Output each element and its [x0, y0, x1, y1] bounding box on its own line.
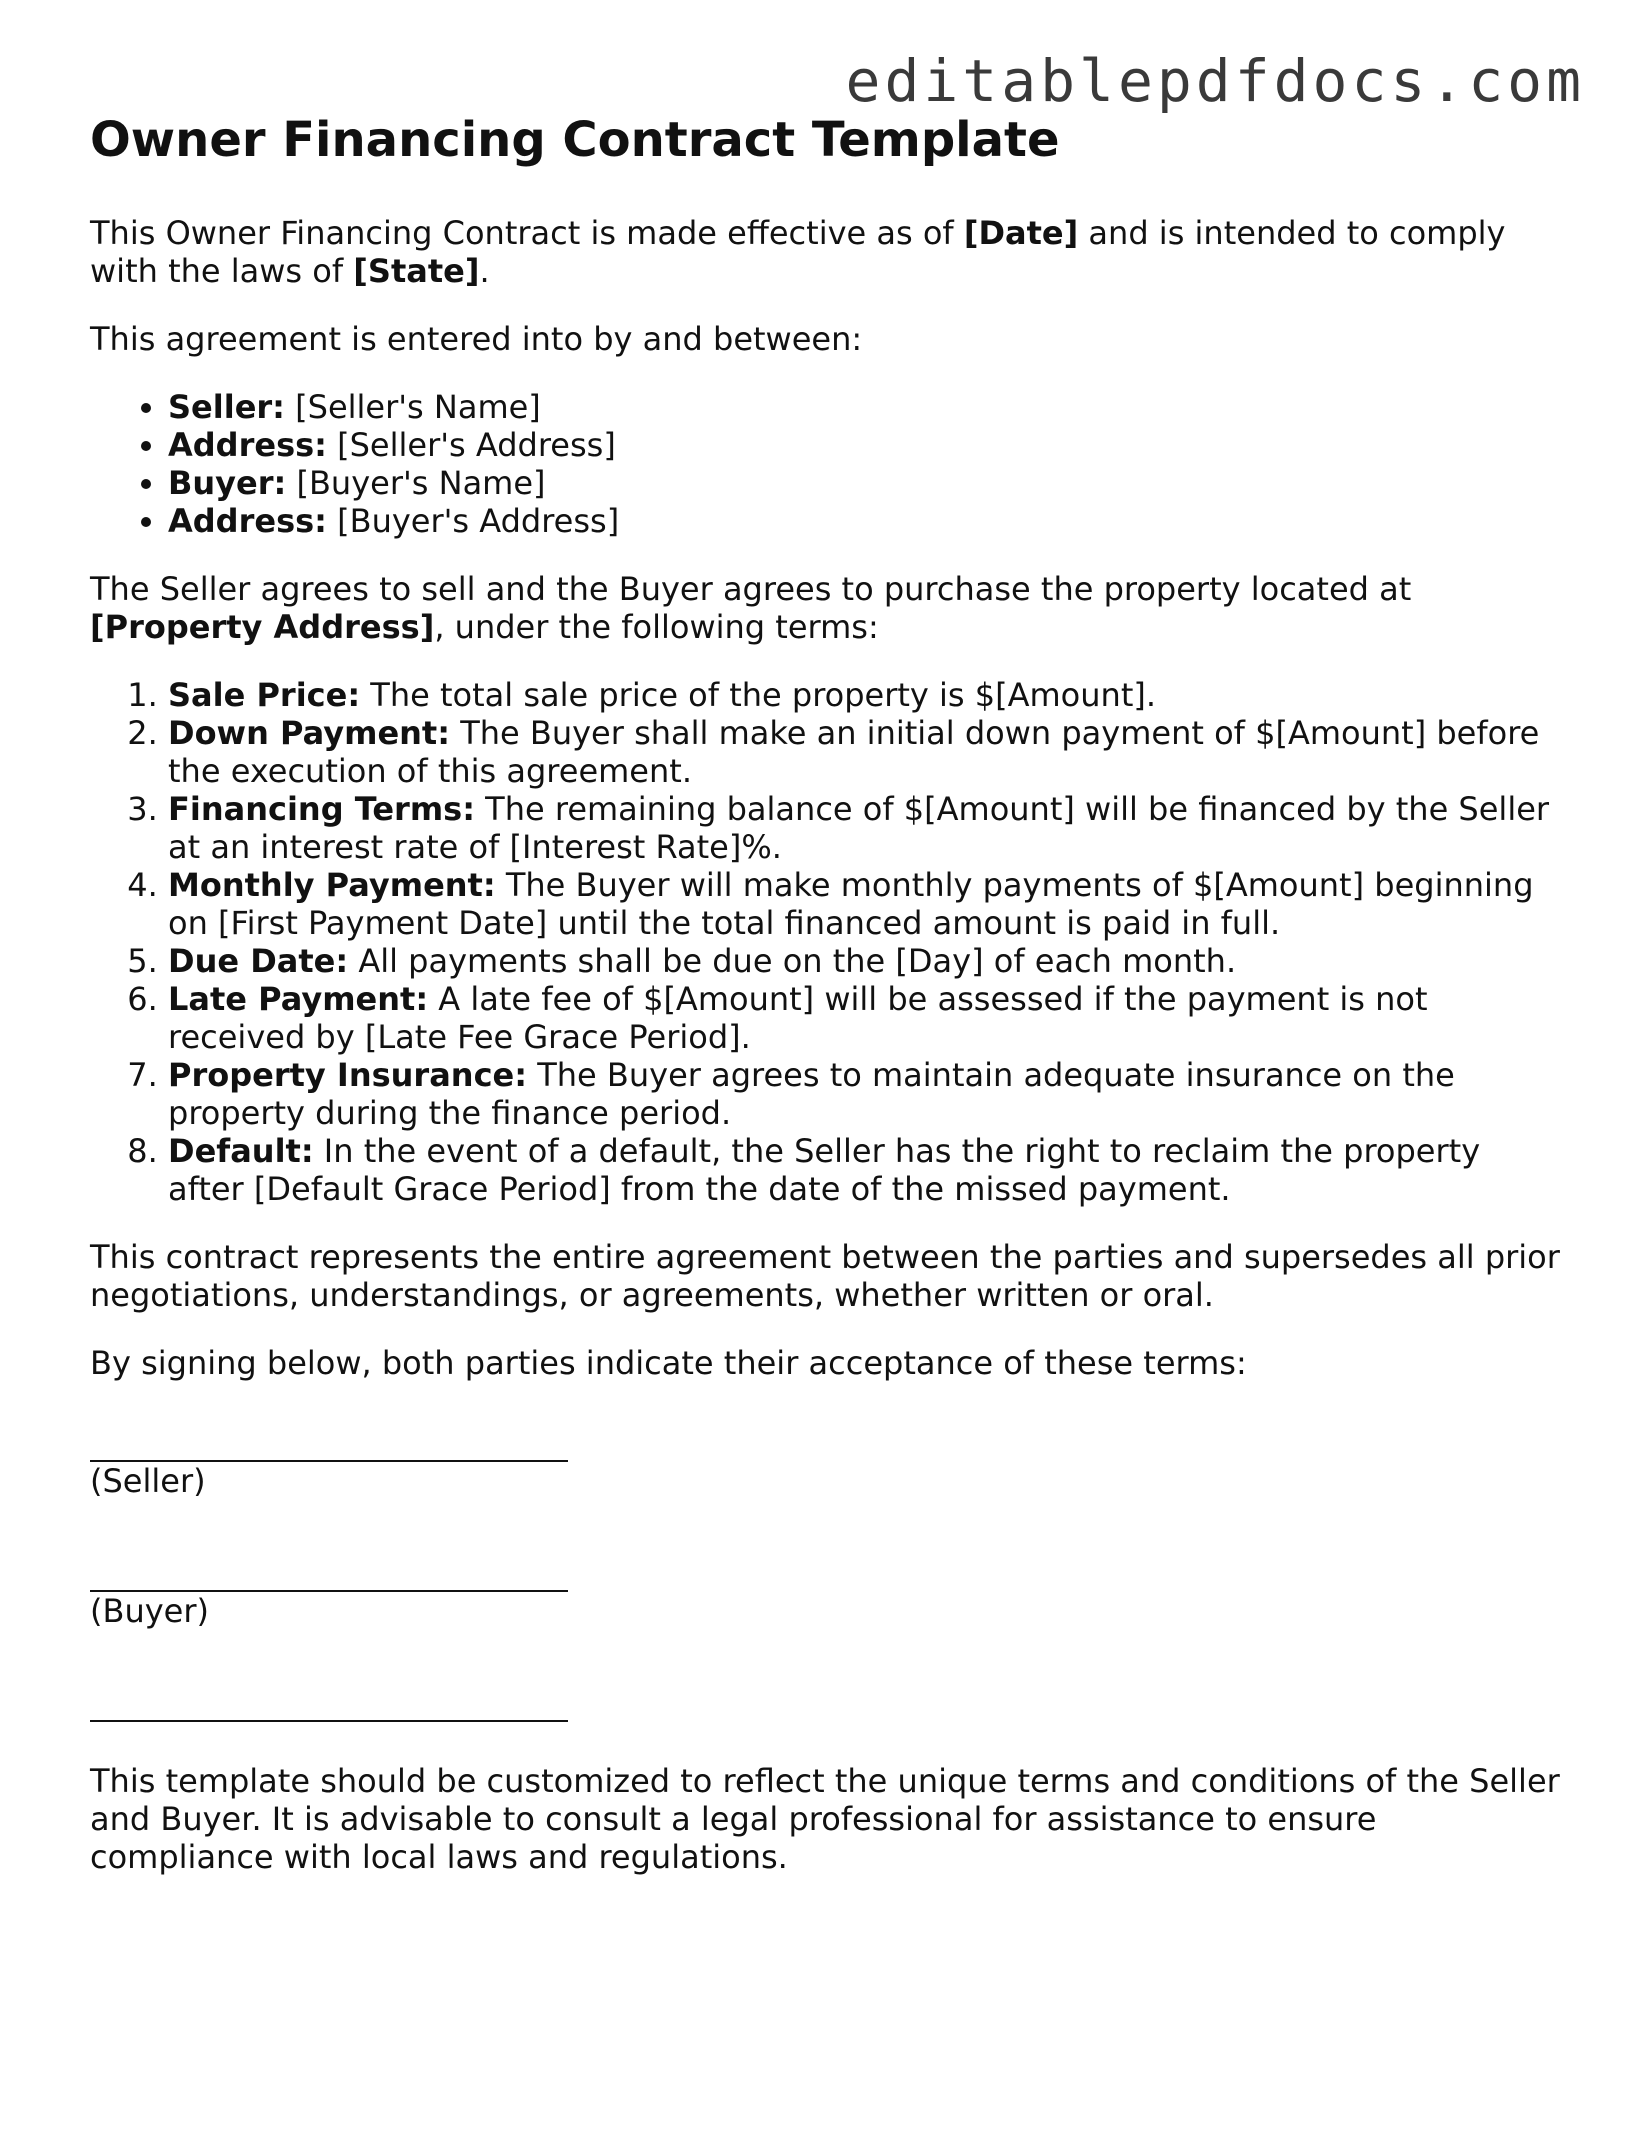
intro-text-3: . — [479, 252, 490, 290]
term-text: The Buyer will make monthly payments of $[Amount] beginning on [First Payment Date] until the total financed amount is paid in full. — [168, 866, 1534, 942]
seller-signature-line[interactable] — [90, 1422, 568, 1462]
intro-text-1: This Owner Financing Contract is made effective as of — [90, 214, 964, 252]
party-value: [Seller's Address] — [326, 426, 616, 464]
party-label: Buyer: — [168, 464, 287, 502]
party-item-buyer — [168, 464, 1560, 502]
term-label: Financing Terms: — [168, 790, 475, 828]
intro-paragraph — [90, 214, 1560, 290]
party-item-seller-address — [168, 426, 1560, 464]
property-text-1: The Seller agrees to sell and the Buyer agrees to purchase the property located at — [90, 570, 1412, 608]
signing-intro: By signing below, both parties indicate their acceptance of these terms: — [90, 1344, 1247, 1382]
term-item — [168, 866, 1560, 942]
term-text: A late fee of $[Amount] will be assessed if the payment is not received by [Late Fee Grace Period]. — [168, 980, 1428, 1056]
property-address-placeholder: [Property Address] — [90, 608, 435, 646]
date-placeholder: [Date] — [963, 214, 1079, 252]
term-item — [168, 714, 1560, 790]
term-item — [168, 1056, 1560, 1132]
term-item — [168, 1132, 1560, 1208]
term-label: Late Payment: — [168, 980, 429, 1018]
term-label: Property Insurance: — [168, 1056, 528, 1094]
party-item-seller — [168, 388, 1560, 426]
party-label: Address: — [168, 502, 327, 540]
document-title: Owner Financing Contract Template — [90, 112, 1060, 168]
property-paragraph — [90, 570, 1560, 646]
intro-text-2: and is intended to comply with the laws of — [90, 214, 1506, 290]
party-value: [Seller's Name] — [284, 388, 541, 426]
term-text: The Buyer shall make an initial down payment of $[Amount] before the execution of this agreement. — [168, 714, 1540, 790]
parties-intro: This agreement is entered into by and between: — [90, 320, 863, 358]
party-label: Seller: — [168, 388, 285, 426]
term-text: All payments shall be due on the [Day] of each month. — [348, 942, 1237, 980]
party-item-buyer-address — [168, 502, 1560, 540]
term-text: In the event of a default, the Seller has the right to reclaim the property after [Default Grace Period] from the date of the missed payment. — [168, 1132, 1481, 1208]
document-body — [90, 110, 1560, 1906]
term-item — [168, 676, 1560, 714]
property-text-2: , under the following terms: — [434, 608, 879, 646]
terms-list — [90, 676, 1560, 1208]
term-label: Monthly Payment: — [168, 866, 496, 904]
term-item — [168, 980, 1560, 1056]
disclaimer-paragraph: This template should be customized to reflect the unique terms and conditions of the Seller and Buyer. It is advisable to consult a legal professional for assistance to ensure compliance with local laws and regulations. — [90, 1762, 1560, 1876]
signature-block — [90, 1422, 1560, 1722]
state-placeholder: [State] — [353, 252, 480, 290]
entire-agreement-paragraph: This contract represents the entire agreement between the parties and supersedes all prior negotiations, understandings, or agreements, whether written or oral. — [90, 1238, 1560, 1314]
term-label: Due Date: — [168, 942, 349, 980]
seller-signature-label: (Seller) — [90, 1462, 206, 1500]
extra-signature-line[interactable] — [90, 1682, 568, 1722]
party-value: [Buyer's Address] — [326, 502, 620, 540]
term-text: The total sale price of the property is $[Amount]. — [360, 676, 1157, 714]
parties-list — [90, 388, 1560, 540]
term-label: Down Payment: — [168, 714, 451, 752]
term-label: Default: — [168, 1132, 314, 1170]
party-value: [Buyer's Name] — [286, 464, 546, 502]
term-text: The remaining balance of $[Amount] will be financed by the Seller at an interest rate of [Interest Rate]%. — [168, 790, 1550, 866]
term-label: Sale Price: — [168, 676, 361, 714]
buyer-signature-label: (Buyer) — [90, 1592, 209, 1630]
party-label: Address: — [168, 426, 327, 464]
buyer-signature-line[interactable] — [90, 1552, 568, 1592]
term-item — [168, 942, 1560, 980]
term-item — [168, 790, 1560, 866]
watermark: editablepdfdocs.com — [845, 47, 1585, 115]
term-text: The Buyer agrees to maintain adequate insurance on the property during the finance period. — [168, 1056, 1455, 1132]
